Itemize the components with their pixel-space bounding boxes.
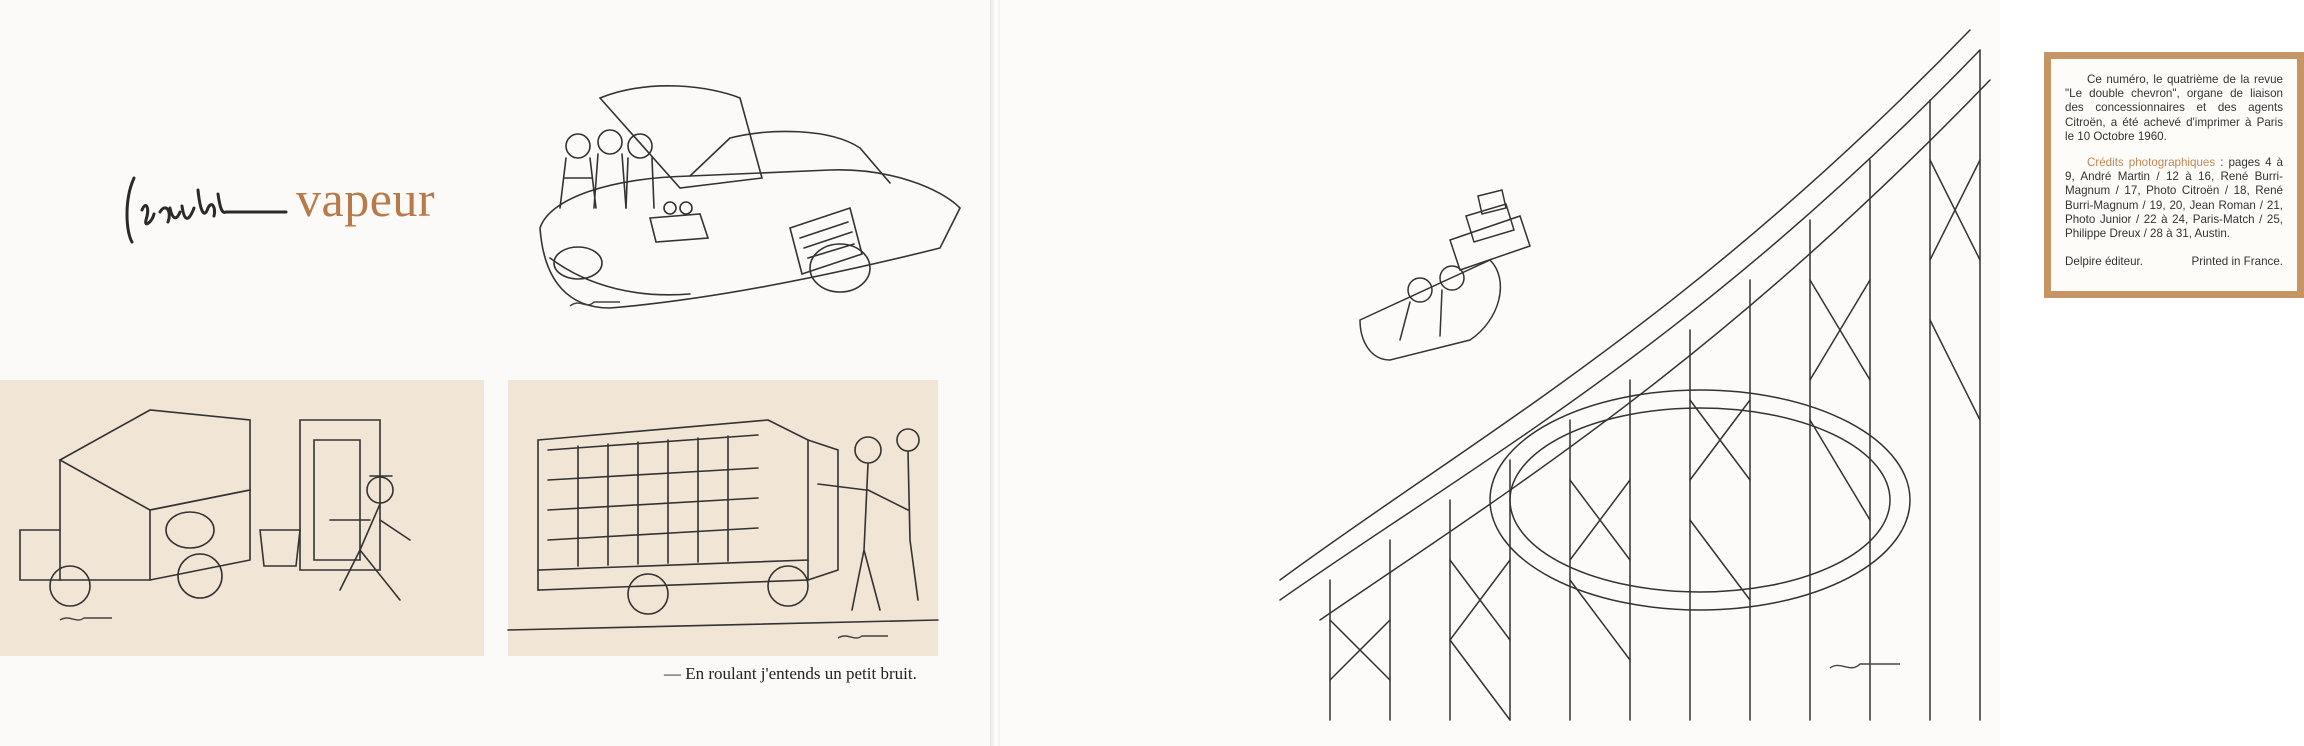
printed-text: Printed in France. [2191,255,2283,269]
car-hood-drawing [530,58,970,328]
colophon-content [2051,59,2297,291]
credits-paragraph [2065,156,2283,241]
truck-cartoon [0,380,484,656]
book-gutter [990,0,1000,746]
title-word: vapeur [296,171,436,227]
colophon-footer [2065,255,2283,269]
colophon-box [2044,52,2304,298]
publisher-text: Delpire éditeur. [2065,255,2143,269]
left-page [0,0,990,746]
signature-drawing [120,150,290,250]
van-drawing [508,380,938,656]
roller-coaster-drawing [1270,20,1990,720]
car-hood-cartoon [530,58,970,328]
colophon-paragraph: Ce numéro, le quatrième de la revue "Le double chevron", organe de liaison des concessionnaires et des agents Citroën, a été achevé d'imprimer à Paris le 10 Octobre 1960. [2065,73,2283,143]
right-page [1000,0,2283,746]
chaval-signature-title [120,150,290,250]
roller-coaster-cartoon [1270,20,1990,720]
cartoon-caption: — En roulant j'entends un petit bruit. [664,664,917,683]
credits-label: Crédits photographiques [2087,156,2216,170]
credits-text: : pages 4 à 9, André Martin / 12 à 16, René Burri-Magnum / 17, Photo Citroën / 18, René Burri-Magnum / 19, 20, Jean Roman / 21, Photo Junior / 22 à 24, Paris-Match / 25, Philippe Dreux / 28 à 31, Austin. [2065,156,2283,241]
truck-drawing [0,380,484,656]
van-cartoon [508,380,938,656]
